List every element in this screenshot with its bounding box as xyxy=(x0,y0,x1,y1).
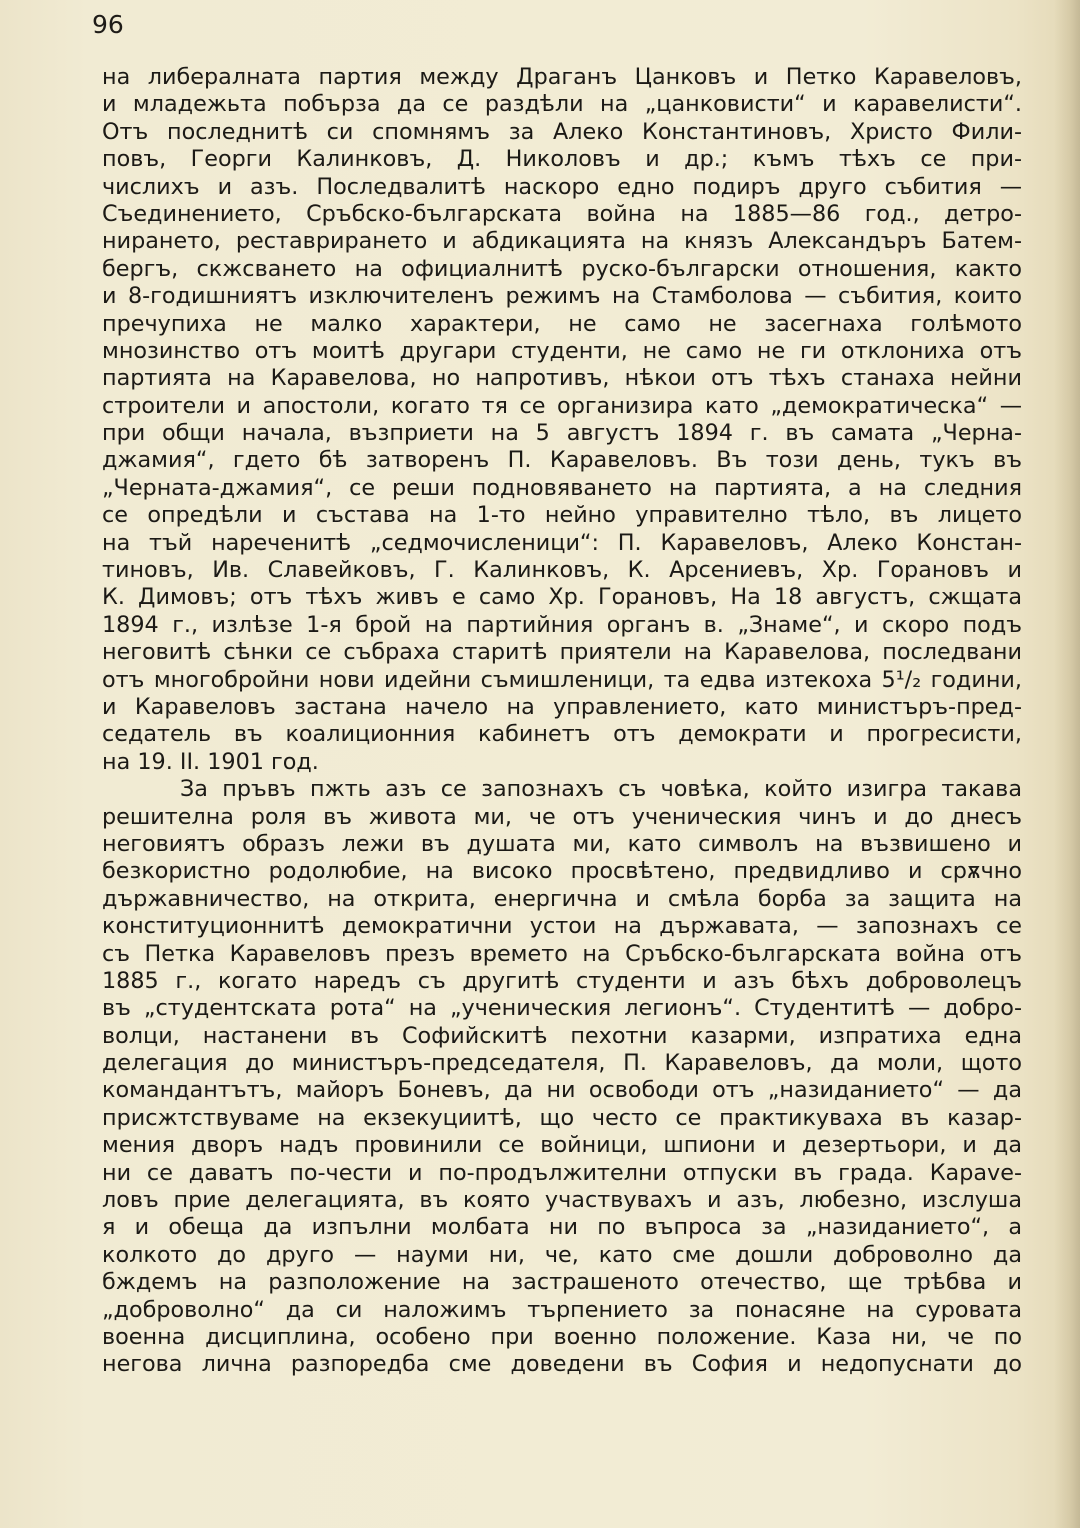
page-gutter-shadow xyxy=(1054,0,1080,1528)
text-line: джамия“, гдето бѣ затворенъ П. Каравеловъ. Въ този день, тукъ въ xyxy=(102,447,1022,474)
text-line: 1885 г., когато наредъ съ другитѣ студенти и азъ бѣхъ доброволецъ xyxy=(102,967,1022,994)
text-line: командантътъ, майоръ Боневъ, да ни освободи отъ „назиданието“ — да xyxy=(102,1077,1022,1104)
text-line: на тъй нареченитѣ „седмочисленици“: П. Каравеловъ, Алеко Констан- xyxy=(102,529,1022,556)
text-line: строители и апостоли, когато тя се организира като „демократическа“ — xyxy=(102,392,1022,419)
text-line: волци, настанени въ Софийскитѣ пехотни казарми, изпратиха една xyxy=(102,1022,1022,1049)
text-line: и младежьта побърза да се раздѣли на „цанковисти“ и каравелисти“. xyxy=(102,91,1022,118)
text-line: пречупиха не малко характери, не само не засегнаха голѣмото xyxy=(102,310,1022,337)
text-line: ни се даватъ по-чести и по-продължителни отпуски въ града. Карave- xyxy=(102,1159,1022,1186)
text-line: присжтствуваме на екзекуциитѣ, що често се практикуваха въ казар- xyxy=(102,1104,1022,1131)
text-line: я и обеща да изпълни молбата ни по въпроса за „назиданието“, а xyxy=(102,1214,1022,1241)
text-line: Отъ последнитѣ си спомнямъ за Алеко Константиновъ, Христо Фили- xyxy=(102,118,1022,145)
text-line: държавничество, на открита, енергична и смѣла борба за защита на xyxy=(102,885,1022,912)
text-line: безкористно родолюбие, на високо просвѣтено, предвидливо и срѫчно xyxy=(102,858,1022,885)
paragraph-1 xyxy=(102,64,1022,776)
text-line: бергъ, скжсването на официалнитѣ руско-български отношения, както xyxy=(102,255,1022,282)
text-line: при общи начала, възприети на 5 августъ 1894 г. въ самата „Черна- xyxy=(102,420,1022,447)
text-line: въ „студентската рота“ на „ученическия легионъ“. Студентитѣ — добро- xyxy=(102,995,1022,1022)
text-line: „доброволно“ да си наложимъ търпението за понасяне на суровата xyxy=(102,1296,1022,1323)
paragraph-2 xyxy=(102,776,1022,1379)
text-line: За пръвъ пжть азъ се запознахъ съ човѣка, който изигра такава xyxy=(180,776,1022,803)
text-line: К. Димовъ; отъ тѣхъ живъ е само Хр. Горановъ, На 18 августъ, сжщата xyxy=(102,584,1022,611)
text-line: и Каравеловъ застана начело на управлението, като министъръ-пред- xyxy=(102,693,1022,720)
text-line: „Черната-джамия“, се реши подновяването на партията, а на следния xyxy=(102,474,1022,501)
text-line: съ Петка Каравеловъ презъ времето на Сръбско-българската война отъ xyxy=(102,940,1022,967)
page-number: 96 xyxy=(92,10,124,39)
text-line: мения дворъ надъ провинили се войници, шпиони и дезертьори, и да xyxy=(102,1132,1022,1159)
text-line: ловъ прие делегацията, въ която участвувахъ и азъ, любезно, изслуша xyxy=(102,1187,1022,1214)
text-line: негова лична разпоредба сме доведени въ София и недопуснати до xyxy=(102,1351,1022,1378)
text-line: делегация до министъръ-председателя, П. Каравеловъ, да моли, щото xyxy=(102,1050,1022,1077)
body-text xyxy=(102,64,1022,1379)
text-line: колкото до друго — науми ни, че, като сме дошли доброволно да xyxy=(102,1241,1022,1268)
text-line: партията на Каравелова, но напротивъ, нѣкои отъ тѣхъ станаха нейни xyxy=(102,365,1022,392)
text-line: нирането, реставрирането и абдикацията на князъ Александъръ Батем- xyxy=(102,228,1022,255)
text-line: се опредѣли и състава на 1-то нейно управително тѣло, въ лицето xyxy=(102,502,1022,529)
text-line: на 19. II. 1901 год. xyxy=(102,748,319,775)
text-line: седатель въ коалиционния кабинетъ отъ демократи и прогресисти, xyxy=(102,721,1022,748)
text-line: мнозинство отъ моитѣ другари студенти, не само не ги отклониха отъ xyxy=(102,337,1022,364)
text-line: военна дисциплина, особено при военно положение. Каза ни, че по xyxy=(102,1323,1022,1350)
text-line: повъ, Георги Калинковъ, Д. Николовъ и др.; къмъ тѣхъ се при- xyxy=(102,146,1022,173)
text-line: 1894 г., излѣзе 1-я брой на партийния органъ в. „Знаме“, и скоро подъ xyxy=(102,611,1022,638)
text-line: бждемъ на разположение на застрашеното отечество, ще трѣбва и xyxy=(102,1269,1022,1296)
text-line: числихъ и азъ. Последвалитѣ наскоро едно подиръ друго събития — xyxy=(102,173,1022,200)
text-line: конституционнитѣ демократични устои на държавата, — запознахъ се xyxy=(102,913,1022,940)
text-line: отъ многобройни нови идейни съмишленици, та едва изтекоха 5¹/₂ години, xyxy=(102,666,1022,693)
text-line: решителна роля въ живота ми, че отъ ученическия чинъ и до днесъ xyxy=(102,803,1022,830)
text-line: неговитѣ сѣнки се събраха старитѣ приятели на Каравелова, последвани xyxy=(102,639,1022,666)
text-line: на либералната партия между Драганъ Цанковъ и Петко Каравеловъ, xyxy=(102,64,1022,90)
text-line: и 8-годишниятъ изключителенъ режимъ на Стамболова — събития, които xyxy=(102,283,1022,310)
text-line: тиновъ, Ив. Славейковъ, Г. Калинковъ, К. Арсениевъ, Хр. Горановъ и xyxy=(102,557,1022,584)
text-line: неговиятъ образъ лежи въ душата ми, като символъ на възвишено и xyxy=(102,830,1022,857)
text-line: Съединението, Сръбско-българската война на 1885—86 год., детро- xyxy=(102,200,1022,227)
